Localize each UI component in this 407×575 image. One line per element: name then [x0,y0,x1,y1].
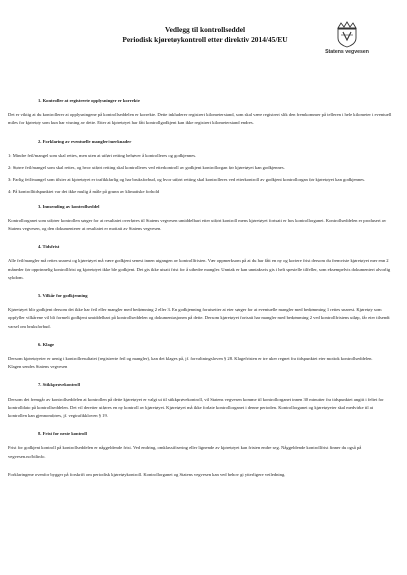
section-paragraph: Kontrollorganet som utfører kontrollen sørger for at resultatet overføres til Statens vegvesen umiddelbart etter utført kontroll mens kjøretøyet fortsatt er hos kontrollorganet. Kontrollseddelen er produsert av Statens vegvesen, og den dokumenterer at resultatet er mottatt av Statens vegvesen. [8,217,387,232]
title-line-2: Periodisk kjøretøykontroll etter direktiv 2014/45/EU [122,35,288,44]
defect-level-item: 4: På kontrolltidspunktet var det ikke mulig å måle på grunn av klimatiske forhold [8,189,160,195]
crown-shield-icon [332,20,362,48]
title-line-1: Vedlegg til kontrollseddel [164,25,246,34]
section-next-inspection [8,430,392,461]
section-paragraph: Kjøretøyet blir godkjent dersom det ikke har feil eller mangler med bedømning 2 eller 3. En godkjenning forutsetter at eier sørger for at eventuelle mangler med bedømming 1 rettes snarest. Kjøretøy som oppfyller vilkårene vil bli formelt godkjent umiddelbart på kontrollseddelen og dokumentasjonen på dette. Dersom kjøretøyet fortsatt har mangler med bedømming 2 ved kontrollfristens utløp, får eier tilsendt varsel om bruksforbud. [8,307,390,329]
statens-vegvesen-logo [312,20,382,62]
section-registered-info [8,97,392,128]
logo-text: Statens vegvesen [325,49,369,55]
section-approval-conditions [8,292,392,331]
section-heading: 7. Stikkprøvekontroll [38,382,81,388]
section-heading: 6. Klage [38,341,55,347]
footer-note: Forklaringene ovenfor bygger på forskrift om periodisk kjøretøykontroll. Kontrollorganet og Statens vegvesen kan ved behov gi ytterligere veiledning. [8,471,286,477]
section-paragraph: Det er viktig at du kontrollerer at opplysningene på kontrollseddelen er korrekte. Dette inkluderer registrert kilometerstand, som skal være registrert slik den fremkommer på telleren i hele kilometer i eventuell miles for kjøretøy som kun har visning av dette. Etter at kjøretøyet har fått kontrollgodkjent kan ikke registrert kilometerstand endres. [8,112,392,126]
section-submission [8,203,392,234]
section-paragraph: Klagen sendes Statens vegvesen [8,364,68,370]
section-spot-check [8,381,392,420]
defect-level-item: 1: Mindre feil/mangel som skal rettes, men uten at utført retting behøver å kontrolleres og godkjennes. [8,152,197,158]
section-paragraph: Dersom det fremgår av kontrollseddelen at kontrollen på dette kjøretøyet er valgt ut til stikkprøvekontroll, vil Statens vegvesen komme til kontrollorganet innen 30 minutter fra tidspunktet angitt i feltet for kontrolldato på kontrollseddelen. Det vil deretter utføres en ny kontroll av kjøretøyet. Kjøretøyet må ikke forlate kontrollorganet i denne perioden. Kontrollorganet og kjøretøyeier skal medvirke til at kontrollen kan gjennomføres, jf. vegtrafikkloven § 19. [8,396,384,419]
section-complaint [8,341,392,372]
document-body [8,97,392,479]
section-deadline [8,243,392,282]
section-paragraph: Alle feil/mangler må rettes snarest og kjøretøyet må være godkjent senest innen utgangen av kontrollfristen. Vær oppmerksom på at du har fått en ny og kortere frist dersom du fremviste kjøretøyet mer enn 2 måneder før opprinnelig kontrollfrist og kjøretøyet ikke ble godkjent. Det gis ikke utsatt frist for å utbedre mangler. Unntak er kan unntaksvis gis i helt spesielle tilfeller, som eksempelvis dokumentert alvorlig sykdom. [8,258,391,280]
section-heading: 1. Kontroller at registrerte opplysninger er korrekte [38,98,140,103]
section-heading: 2. Forklaring av eventuelle mangler/merknader [38,138,132,144]
section-defects-explanation [8,138,392,197]
section-paragraph: Frist for godkjent kontroll på kontrollseddelen er någgeldende frist. Ved endring, omklassifisering eller lignende av kjøretøyet kan fristen endre seg. Någgeldende kontrollfrist finner du også på vegvesen.no/bilinfo. [8,445,362,459]
defect-level-item: 3: Farlig feil/mangel som tilsier at kjøretøyet er trafikkfarlig og har bruksforbud, og hvor utført retting skal kontrolleres ved etterkontroll av godkjent kontrollorgan før kjøretøyet kan godkjennes. [8,177,366,183]
section-heading: 8. Frist for neste kontroll [38,431,87,437]
document-title [110,25,300,45]
defect-level-item: 2: Større feil/mangel som skal rettes, og hvor utført retting skal kontrolleres ved etterkontroll av godkjent kontrollorgan før kjøretøyet kan godkjennes. [8,165,285,171]
section-heading: 3. Innsending av kontrollseddel [38,203,100,209]
section-heading: 5. Vilkår for godkjenning [38,293,88,299]
section-heading: 4. Tidsfrist [38,244,60,250]
section-paragraph: Dersom kjøretøyeier er uenig i kontrollresultatet (registrerte feil og mangler), kan det klages på, jf. forvaltningsloven § 28. Klagefristen er tre uker regnet fra tidspunktet eier mottok kontrollseddelen. [8,356,373,362]
